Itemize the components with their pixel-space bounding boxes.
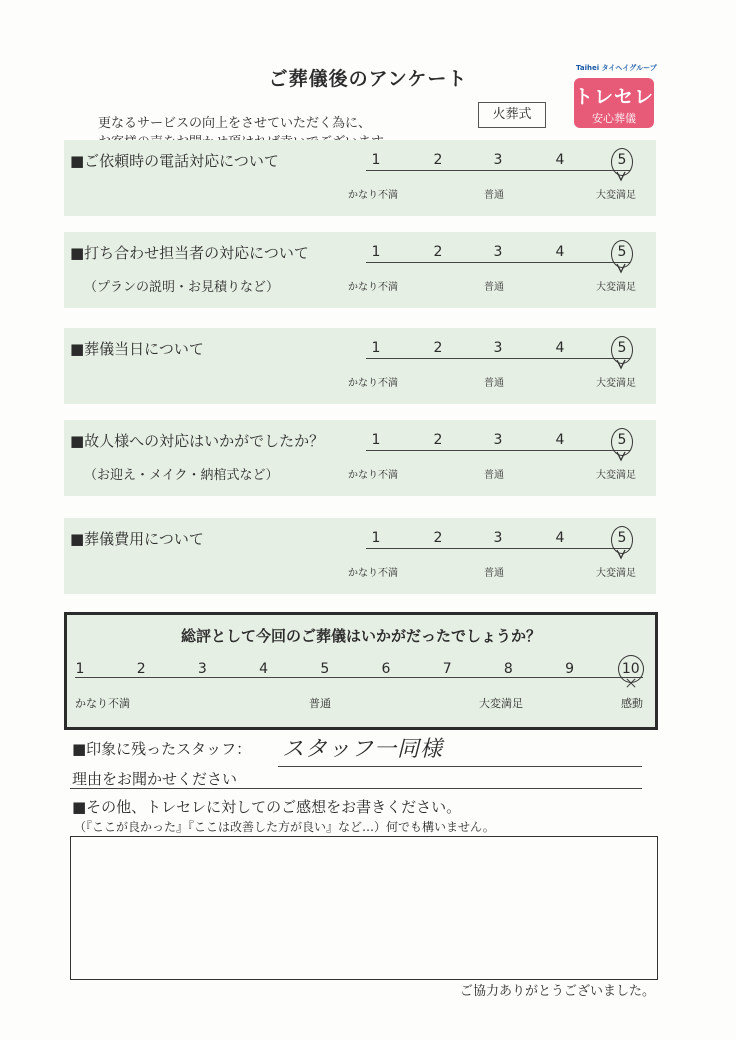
- check-mark-icon: [616, 358, 626, 370]
- page-title: ご葬儀後のアンケート: [268, 68, 468, 90]
- overall-option-9[interactable]: 9: [565, 661, 575, 677]
- scale-option-4[interactable]: 4: [555, 152, 565, 168]
- scale-line: [366, 450, 630, 451]
- overall-label-top: 感動: [621, 697, 643, 710]
- thanks-text: ご協力ありがとうございました。: [460, 984, 656, 999]
- scale-line: [366, 548, 630, 549]
- overall-label-low: かなり不満: [75, 697, 130, 710]
- intro-line-1: 更なるサービスの向上をさせていただく為に、: [98, 116, 372, 131]
- rating-section-4: [64, 420, 656, 496]
- overall-option-7[interactable]: 7: [442, 661, 452, 677]
- overall-question: 総評として今回のご葬儀はいかがだったでしょうか？: [180, 627, 541, 645]
- brand-tagline: 安心葬儀: [592, 112, 636, 125]
- overall-option-10[interactable]: 10: [621, 661, 640, 677]
- label-low: かなり不満: [348, 282, 398, 293]
- scale-option-5[interactable]: 5: [617, 530, 627, 546]
- scale-option-1[interactable]: 1: [371, 244, 381, 260]
- group-logo-text: Taihei タイヘイグループ: [576, 64, 657, 72]
- question-label: ■故人様への対応はいかがでしたか？: [70, 432, 325, 450]
- scale-option-4[interactable]: 4: [555, 432, 565, 448]
- cross-mark-icon: [626, 677, 636, 689]
- reason-question: 理由をお聞かせください: [72, 770, 238, 788]
- overall-label-mid: 普通: [309, 697, 331, 710]
- other-question-hint: （『ここが良かった』『ここは改善した方が良い』など…）何でも構いません。: [74, 820, 495, 834]
- scale-option-1[interactable]: 1: [371, 152, 381, 168]
- scale-option-3[interactable]: 3: [493, 340, 503, 356]
- check-mark-icon: [616, 262, 626, 274]
- question-sub: （お迎え・メイク・納棺式など）: [84, 468, 279, 483]
- question-label: ■葬儀当日について: [70, 340, 204, 358]
- overall-option-1[interactable]: 1: [75, 661, 85, 677]
- scale-option-3[interactable]: 3: [493, 530, 503, 546]
- label-low: かなり不満: [348, 190, 398, 201]
- label-mid: 普通: [484, 190, 504, 201]
- staff-question: ■印象に残ったスタッフ：: [72, 740, 252, 758]
- label-mid: 普通: [484, 282, 504, 293]
- label-low: かなり不満: [348, 470, 398, 481]
- scale-option-3[interactable]: 3: [493, 152, 503, 168]
- overall-option-4[interactable]: 4: [259, 661, 269, 677]
- scale-option-3[interactable]: 3: [493, 432, 503, 448]
- scale-option-2[interactable]: 2: [433, 530, 443, 546]
- scale-option-1[interactable]: 1: [371, 432, 381, 448]
- label-high: 大変満足: [596, 282, 636, 293]
- question-sub: （プランの説明・お見積りなど）: [84, 280, 280, 295]
- scale-line: [366, 262, 630, 263]
- other-question: ■その他、トレセレに対してのご感想をお書きください。: [72, 798, 462, 816]
- scale-line: [366, 358, 630, 359]
- scale-option-2[interactable]: 2: [433, 244, 443, 260]
- scale-option-5[interactable]: 5: [617, 244, 627, 260]
- scale-option-4[interactable]: 4: [555, 340, 565, 356]
- scale-option-2[interactable]: 2: [433, 152, 443, 168]
- label-high: 大変満足: [596, 568, 636, 579]
- overall-option-5[interactable]: 5: [320, 661, 330, 677]
- staff-answer-line: [278, 766, 642, 767]
- check-mark-icon: [616, 450, 626, 462]
- scale-line: [366, 170, 630, 171]
- ceremony-type-badge: 火葬式: [478, 102, 546, 128]
- label-low: かなり不満: [348, 568, 398, 579]
- check-mark-icon: [616, 170, 626, 182]
- scale-option-2[interactable]: 2: [433, 340, 443, 356]
- scale-option-1[interactable]: 1: [371, 530, 381, 546]
- overall-option-3[interactable]: 3: [197, 661, 207, 677]
- label-high: 大変満足: [596, 378, 636, 389]
- rating-section-5: [64, 518, 656, 594]
- rating-section-2: [64, 232, 656, 308]
- staff-answer[interactable]: スタッフ一同様: [282, 737, 444, 762]
- comment-box[interactable]: [70, 836, 658, 980]
- scale-option-3[interactable]: 3: [493, 244, 503, 260]
- reason-answer-line[interactable]: [70, 788, 642, 789]
- rating-section-3: [64, 328, 656, 404]
- brand-name: トレセレ: [574, 86, 655, 108]
- overall-label-high: 大変満足: [479, 697, 523, 710]
- scale-option-1[interactable]: 1: [371, 340, 381, 356]
- label-high: 大変満足: [596, 470, 636, 481]
- overall-option-8[interactable]: 8: [503, 661, 513, 677]
- brand-logo: [574, 78, 654, 128]
- label-mid: 普通: [484, 378, 504, 389]
- label-mid: 普通: [484, 470, 504, 481]
- question-label: ■打ち合わせ担当者の対応について: [70, 244, 309, 262]
- label-high: 大変満足: [596, 190, 636, 201]
- scale-option-5[interactable]: 5: [617, 340, 627, 356]
- overall-option-2[interactable]: 2: [136, 661, 146, 677]
- label-low: かなり不満: [348, 378, 398, 389]
- scale-option-4[interactable]: 4: [555, 244, 565, 260]
- scale-option-4[interactable]: 4: [555, 530, 565, 546]
- label-mid: 普通: [484, 568, 504, 579]
- overall-rating-section: [64, 612, 658, 730]
- check-mark-icon: [616, 548, 626, 560]
- scale-option-5[interactable]: 5: [617, 152, 627, 168]
- overall-scale-line: [75, 677, 643, 678]
- question-label: ■葬儀費用について: [70, 530, 204, 548]
- rating-section-1: [64, 140, 656, 216]
- scale-option-2[interactable]: 2: [433, 432, 443, 448]
- question-label: ■ご依頼時の電話対応について: [70, 152, 279, 170]
- overall-option-6[interactable]: 6: [381, 661, 391, 677]
- scale-option-5[interactable]: 5: [617, 432, 627, 448]
